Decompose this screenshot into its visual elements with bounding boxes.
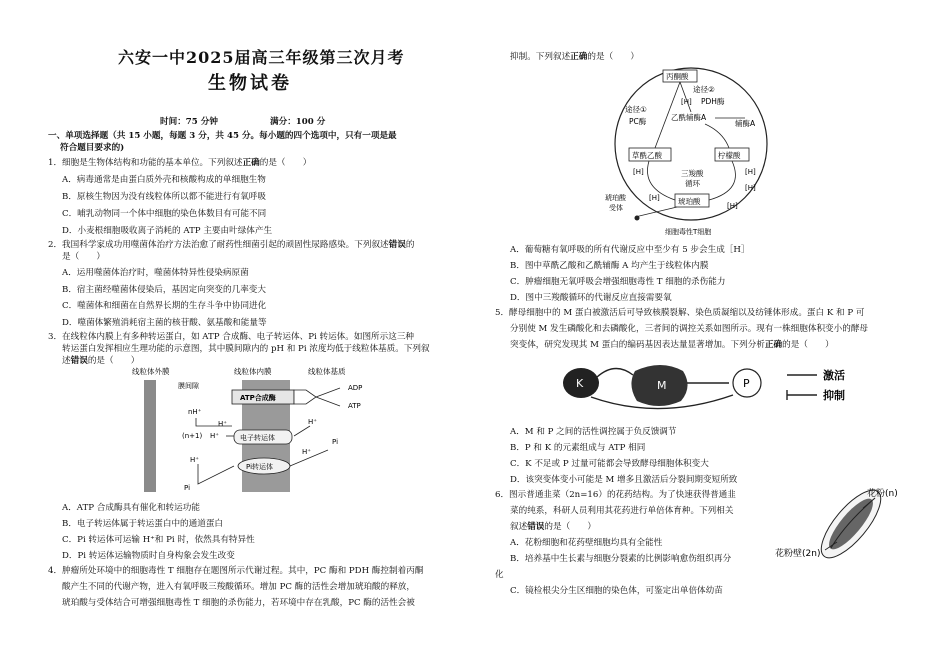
q5-stem-line3-pre: 突变体，研究发现其 M 蛋白的编码基因表达量显著增加。下列分析 [510, 340, 765, 350]
fig3-h-label-4: H⁺ [302, 448, 311, 456]
fig4-acetylcoa: 乙酰辅酶A [671, 113, 707, 122]
q5-stem-line3 [510, 340, 834, 351]
fig5-legend-activate: 激活 [823, 369, 845, 382]
fig3-pi-label-1: Pi [184, 484, 191, 492]
q3-stem-line1: 3．在线粒体内膜上有多种转运蛋白，如 ATP 合成酶、电子转运体、Pi 转运体。如图所示这三种 [48, 332, 415, 342]
q4-option-b: B．图中草酰乙酸和乙酰辅酶 A 均产生于线粒体内膜 [510, 261, 709, 271]
fig5-k-to-m [597, 368, 633, 377]
exam-subtitle: 生物试卷 [208, 73, 292, 94]
q3-option-d: D．Pi 转运体运输物质时自身构象会发生改变 [62, 551, 235, 561]
fig5-k-label: K [576, 377, 584, 390]
q3-figure [130, 366, 400, 498]
section1-heading-line2: 符合题目要求的) [60, 143, 125, 153]
fig4-h-6: [H] [727, 202, 738, 210]
fig3-h-label-1: H⁺ [210, 432, 219, 440]
fig3-atp-label: ATP [348, 402, 361, 410]
fig6-wall-label: 花粉壁(2n) [775, 549, 821, 559]
q2-option-c: C．噬菌体和细菌在自然界长期的生存斗争中协同进化 [62, 301, 267, 311]
fig4-receptor-line2: 受体 [609, 204, 623, 212]
fig4-arrow-succinate [709, 161, 735, 200]
exam-time: 时间：75 分钟 [160, 117, 218, 127]
q2-stem [48, 240, 414, 251]
fig4-receptor-line1: 琥珀酸 [605, 194, 626, 202]
q1-option-a: A．病毒通常是由蛋白质外壳和核酸构成的单细胞生物 [62, 175, 266, 185]
fig3-pi-label-2: Pi [332, 438, 339, 446]
q6-stem-line1: 6．图示普通韭菜（2n=16）的花药结构。为了快速获得普通韭 [495, 490, 736, 500]
q4-stem-cont-post: 的是（ ） [587, 52, 639, 62]
q5-option-a: A．M 和 P 之间的活性调控属于负反馈调节 [510, 427, 677, 437]
fig4-h-4: [H] [745, 184, 756, 192]
fig3-arrow-h-matrix [294, 426, 310, 436]
q5-option-b: B．P 和 K 的元素组成与 ATP 相同 [510, 443, 646, 453]
q3-option-a: A．ATP 合成酶具有催化和转运功能 [62, 503, 200, 513]
fig3-adp-label: ADP [348, 384, 363, 392]
q6-stem-line3 [510, 522, 596, 533]
q4-option-c: C．肿瘤细胞无氧呼吸会增强细胞毒性 T 细胞的杀伤能力 [510, 277, 726, 287]
q3-stem-pre: 述 [62, 356, 71, 366]
q6-figure [775, 484, 915, 560]
q4-option-d: D．图中三羧酸循环的代谢反应直接需要氧 [510, 293, 672, 303]
fig4-path2: 途径② [693, 85, 715, 94]
q4-stem-line3: 琥珀酸与受体结合可增强细胞毒性 T 细胞的杀伤能力，若环境中存在乳酸，PC 酶的活性会被 [62, 598, 415, 608]
q1-stem-key: 正确 [242, 158, 260, 168]
fig4-h-3: [H] [745, 168, 756, 176]
q2-option-b: B．宿主菌经噬菌体侵染后，基因定向突变的几率变大 [62, 285, 266, 295]
q5-option-c: C．K 不足或 P 过量可能都会导致酵母细胞体积变大 [510, 459, 709, 469]
fig3-nh-label: nH⁺ [188, 408, 202, 416]
fig3-atp-head [294, 390, 316, 404]
q1-option-c: C．哺乳动物同一个体中细胞的染色体数目有可能不同 [62, 209, 267, 219]
fig5-legend-inhibit-bar [787, 390, 817, 400]
fig4-tca-line1: 三羧酸 [681, 169, 704, 178]
fig4-oxaloacetate: 草酰乙酸 [632, 151, 662, 160]
fig4-pdh: PDH酶 [701, 97, 725, 106]
q6-option-b-line1: B．培养基中生长素与细胞分裂素的比例影响愈伤组织再分 [510, 554, 732, 564]
q5-stem-line3-post: 的是（ ） [782, 340, 834, 350]
q6-stem-post: 的是（ ） [544, 522, 596, 532]
q5-stem-line2: 分别使 M 发生磷酸化和去磷酸化，三者间的调控关系如图所示。现有一株细胞体积变小的酵母 [510, 324, 869, 334]
fig5-m-label: M [657, 379, 667, 392]
q6-option-c: C．镜检根尖分生区细胞的染色体，可鉴定出单倍体幼苗 [510, 586, 723, 596]
fig4-arrow-receptor [635, 207, 677, 217]
fig3-h-label-2: H⁺ [190, 456, 199, 464]
q4-stem-line2: 酸产生不同的代谢产物，进入有氧呼吸三羧酸循环。增加 PC 酶的活性会增加琥珀酸的释放， [62, 582, 415, 592]
fig4-h-1: [H] [681, 98, 692, 106]
exam-score: 满分：100 分 [270, 117, 326, 127]
q4-stem-cont-pre: 抑制。下列叙述 [510, 52, 571, 62]
q4-option-a: A．葡萄糖有氧呼吸的所有代谢反应中至少有 5 步会生成［H］ [510, 245, 750, 255]
fig4-citrate: 柠檬酸 [718, 151, 741, 160]
q2-stem-key: 错误 [388, 240, 406, 250]
fig3-inner-membrane-label: 线粒体内膜 [234, 367, 272, 376]
fig3-h-label-5: H⁺ [218, 420, 227, 428]
fig3-matrix-label: 线粒体基质 [308, 367, 346, 376]
fig4-path1: 途径① [625, 105, 647, 114]
fig4-pyruvate: 丙酮酸 [666, 72, 689, 81]
q1-stem-pre: 1．细胞是生物体结构和功能的基本单位。下列叙述 [48, 158, 243, 168]
q3-stem-post: 的是（ ） [87, 356, 140, 366]
q2-stem-line2: 是（ ） [62, 252, 105, 262]
q5-stem-line3-key: 正确 [764, 340, 783, 350]
fig4-arrow-pdh [680, 82, 691, 112]
q4-figure [605, 62, 795, 238]
q3-stem-line2: 转运蛋白发挥相应生理功能的示意图，其中膜间隙内的 pH 和 Pi 浓度均低于线粒体基质。下列叙 [62, 344, 430, 354]
fig5-p-label: P [743, 377, 750, 390]
fig3-electron-transporter-label: 电子转运体 [240, 434, 275, 442]
q4-stem-cont-key: 正确 [570, 52, 588, 62]
fig3-arrow-adp [316, 388, 340, 397]
q1-stem [48, 158, 311, 169]
fig3-outer-membrane [144, 380, 156, 492]
fig4-h-2: [H] [633, 168, 644, 176]
q2-stem-pre: 2．我国科学家成功用噬菌体治疗方法治愈了耐药性细菌引起的顽固性尿路感染。下列叙述 [48, 240, 389, 250]
q6-option-b-line2: 化 [495, 570, 504, 580]
q2-option-d: D．噬菌体繁殖消耗宿主菌的核苷酸、氨基酸和能量等 [62, 318, 267, 328]
q2-option-a: A．运用噬菌体治疗时，噬菌体特异性侵染病原菌 [62, 268, 249, 278]
exam-title: 六安一中2025届高三年级第三次月考 [118, 48, 405, 67]
q5-stem-line1: 5．酵母细胞中的 M 蛋白被激活后可导致核膜裂解、染色质凝缩以及纺锤体形成。蛋白 K 和 P 可 [495, 308, 865, 318]
fig3-atp-synthase-label: ATP合成酶 [240, 394, 276, 402]
q6-stem-pre: 叙述 [510, 522, 528, 532]
q2-stem-post: 的 [405, 240, 415, 250]
q3-option-c: C．Pi 转运体可运输 H⁺和 Pi 时，依然具有特异性 [62, 535, 255, 545]
fig4-cell-label: 细胞毒性T细胞 [665, 228, 712, 236]
q6-option-a: A．花粉细胞和花药壁细胞均具有全能性 [510, 538, 663, 548]
q6-stem-line2: 菜的纯系，科研人员利用其花药进行单倍体育种。下列相关 [510, 506, 734, 516]
fig3-n1-label: (n+1) [182, 432, 203, 440]
fig4-tca-line2: 循环 [685, 179, 700, 188]
q1-stem-post: 的是（ ） [259, 158, 312, 168]
fig3-h-label-3: H⁺ [308, 418, 317, 426]
q1-option-d: D．小麦根细胞吸收离子消耗的 ATP 主要由叶绿体产生 [62, 226, 273, 236]
q4-stem-line1: 4．肿瘤所处环境中的细胞毒性 T 细胞存在题图所示代谢过程。其中，PC 酶和 PDH 酶控制着丙酮 [48, 566, 424, 576]
fig3-arrow-pi-in [198, 464, 234, 484]
fig4-receptor-dot [635, 216, 640, 221]
q3-stem-key: 错误 [70, 356, 88, 366]
fig3-pi-transporter-label: Pi转运体 [246, 463, 274, 471]
fig5-arrows [591, 368, 817, 408]
fig4-pc: PC酶 [629, 117, 647, 126]
q3-stem-line3 [62, 356, 139, 367]
fig3-outer-membrane-label: 线粒体外膜 [132, 367, 170, 376]
fig6-pollen-label: 花粉(n) [867, 489, 898, 499]
fig4-h-5: [H] [649, 194, 660, 202]
q6-stem-key: 错误 [527, 522, 545, 532]
section1-heading-line1: 一、单项选择题（共 15 小题，每题 3 分，共 45 分。每小题的四个选项中，只有一项是最 [48, 131, 397, 141]
q5-option-d: D．该突变体变小可能是 M 增多且激活后分裂间期变短所致 [510, 475, 738, 485]
fig5-legend-inhibit: 抑制 [823, 389, 845, 402]
q5-figure [555, 355, 875, 417]
fig4-arrow-citrate [705, 124, 729, 148]
fig4-succinate: 琥珀酸 [678, 197, 701, 206]
fig3-intermembrane-label: 膜间隙 [178, 382, 199, 390]
fig4-coa: 辅酶A [735, 119, 756, 128]
q1-option-b: B．原核生物因为没有线粒体所以都不能进行有氧呼吸 [62, 192, 266, 202]
fig3-arrow-atp [316, 397, 340, 406]
q3-option-b: B．电子转运体属于转运蛋白中的通道蛋白 [62, 519, 224, 529]
